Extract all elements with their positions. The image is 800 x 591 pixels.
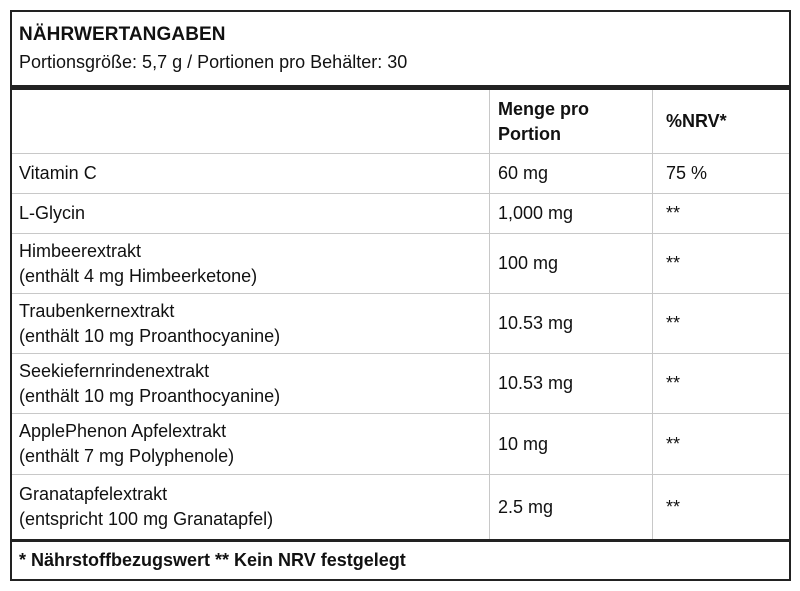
table-row xyxy=(12,154,789,194)
amount-cell xyxy=(498,414,648,474)
nrv-cell xyxy=(666,475,786,539)
nutrient-name-cell xyxy=(19,194,489,233)
column-header-nutrient xyxy=(19,90,489,153)
table-row xyxy=(12,194,789,234)
nutrient-detail: (enthält 10 mg Proanthocyanine) xyxy=(19,385,281,406)
column-header-amount-line2: Portion xyxy=(498,123,561,144)
amount-cell xyxy=(498,354,648,413)
amount-cell xyxy=(498,234,648,293)
nrv-cell xyxy=(666,294,786,353)
nrv-cell xyxy=(666,194,786,233)
nutrition-title: NÄHRWERTANGABEN xyxy=(19,24,226,45)
amount-cell xyxy=(498,154,648,193)
table-row xyxy=(12,475,789,539)
nutrient-name-cell xyxy=(19,354,489,413)
nutrition-footer xyxy=(12,539,789,581)
nrv-cell xyxy=(666,154,786,193)
nutrient-amount: 2.5 mg xyxy=(498,496,554,517)
nutrient-nrv: ** xyxy=(666,373,681,393)
column-header-amount-line1: Menge pro xyxy=(498,98,590,119)
nutrient-nrv: ** xyxy=(666,496,681,517)
nutrient-nrv: 75 % xyxy=(666,163,708,183)
nutrient-nrv: ** xyxy=(666,203,681,223)
footnote: * Nährstoffbezugswert ** Kein NRV festgelegt xyxy=(19,550,406,570)
nutrient-amount: 10 mg xyxy=(498,433,549,454)
nutrient-nrv: ** xyxy=(666,433,681,454)
nrv-cell xyxy=(666,414,786,474)
nutrition-header xyxy=(12,12,789,90)
table-row xyxy=(12,234,789,294)
amount-cell xyxy=(498,475,648,539)
nutrient-amount: 10.53 mg xyxy=(498,313,574,333)
nutrient-name-cell xyxy=(19,294,489,353)
nutrient-nrv: ** xyxy=(666,253,681,273)
nutrient-name: Traubenkernextrakt xyxy=(19,300,175,321)
nutrient-amount: 100 mg xyxy=(498,253,559,273)
nutrient-name: Himbeerextrakt xyxy=(19,240,142,261)
amount-cell xyxy=(498,294,648,353)
nutrient-detail: (entspricht 100 mg Granatapfel) xyxy=(19,509,274,529)
nutrient-amount: 1,000 mg xyxy=(498,203,574,223)
column-header-nrv-label: %NRV* xyxy=(666,111,727,131)
nutrient-detail: (enthält 10 mg Proanthocyanine) xyxy=(19,325,281,346)
table-row xyxy=(12,354,789,414)
amount-cell xyxy=(498,194,648,233)
nutrient-name-cell xyxy=(19,234,489,293)
nutrient-name: L-Glycin xyxy=(19,203,86,223)
nutrient-name-cell xyxy=(19,475,489,539)
table-row xyxy=(12,414,789,475)
nutrition-facts-panel xyxy=(10,10,791,581)
nutrient-amount: 10.53 mg xyxy=(498,373,574,393)
column-header-amount xyxy=(498,90,648,153)
nutrient-name: ApplePhenon Apfelextrakt xyxy=(19,421,227,441)
nrv-cell xyxy=(666,354,786,413)
column-header-nrv xyxy=(666,90,786,153)
serving-info: Portionsgröße: 5,7 g / Portionen pro Behälter: 30 xyxy=(19,52,408,72)
nutrient-amount: 60 mg xyxy=(498,163,549,183)
nutrient-detail: (enthält 7 mg Polyphenole) xyxy=(19,446,235,466)
nrv-cell xyxy=(666,234,786,293)
nutrient-nrv: ** xyxy=(666,313,681,333)
nutrient-name: Granatapfelextrakt xyxy=(19,484,168,504)
nutrient-detail: (enthält 4 mg Himbeerketone) xyxy=(19,265,258,286)
nutrient-name-cell xyxy=(19,414,489,474)
table-row xyxy=(12,294,789,354)
column-header-row xyxy=(12,90,789,154)
nutrient-name-cell xyxy=(19,154,489,193)
nutrient-name: Seekiefernrindenextrakt xyxy=(19,360,210,381)
nutrient-name: Vitamin C xyxy=(19,163,97,183)
